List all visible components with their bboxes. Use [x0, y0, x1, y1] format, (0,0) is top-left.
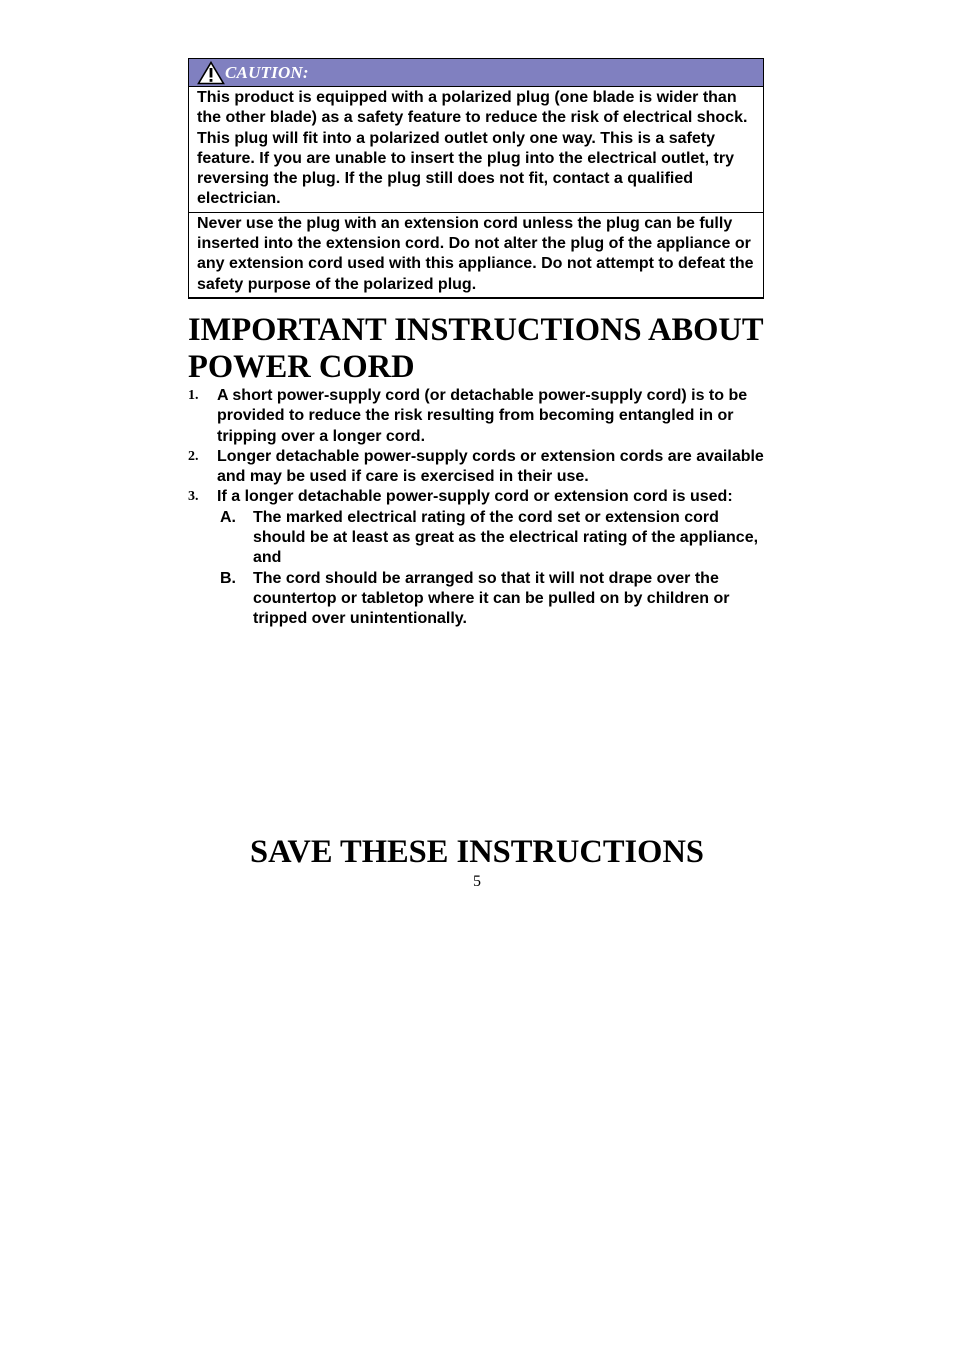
list-item [188, 386, 768, 447]
list-item-text: If a longer detachable power-supply cord or extension cord is used: [217, 488, 733, 506]
sub-list-item [217, 569, 768, 630]
list-item [188, 487, 768, 629]
warning-triangle-icon [197, 61, 225, 85]
caution-header [189, 59, 763, 87]
save-instructions-heading: SAVE THESE INSTRUCTIONS [250, 834, 704, 870]
list-item-number: 2. [188, 448, 199, 464]
caution-box [188, 58, 764, 299]
list-item-number: 1. [188, 388, 199, 403]
instruction-list [188, 386, 768, 630]
sub-list-item [217, 508, 768, 569]
page-number: 5 [473, 873, 481, 890]
caution-label: CAUTION: [225, 62, 309, 82]
list-item-text: Longer detachable power-supply cords or extension cords are available and may be used if care is exercised in their use. [217, 447, 764, 486]
list-item-text: A short power-supply cord (or detachable power-supply cord) is to be provided to reduce the risk resulting from becoming entangled in or tripping over a longer cord. [217, 387, 748, 445]
section-title: IMPORTANT INSTRUCTIONS ABOUT POWER CORD [188, 312, 763, 385]
list-item [188, 447, 768, 488]
list-item-body [217, 487, 768, 629]
sub-list-letter: A. [220, 508, 236, 526]
sub-list-text: The cord should be arranged so that it will not drape over the countertop or tabletop where it can be pulled on by children or tripped over unintentionally. [253, 569, 730, 628]
list-item-number: 3. [188, 489, 199, 505]
caution-paragraph-extension-cord: Never use the plug with an extension cord unless the plug can be fully inserted into the extension cord. Do not alter the plug of the appliance or any extension cord used with this appliance. Do not attempt to defeat the safety purpose of the polarized plug. [189, 212, 763, 297]
sub-list-letter: B. [220, 569, 236, 587]
sub-list-text: The marked electrical rating of the cord set or extension cord should be at least as great as the electrical rating of the appliance, and [253, 508, 759, 567]
caution-paragraph-polarized-plug: This product is equipped with a polarized plug (one blade is wider than the other blade) as a safety feature to reduce the risk of electrical shock. This plug will fit into a polarized outlet only one way. This is a safety feature. If you are unable to insert the plug into the electrical outlet, try reversing the plug. If the plug still does not fit, contact a qualified electrician. [197, 89, 748, 208]
